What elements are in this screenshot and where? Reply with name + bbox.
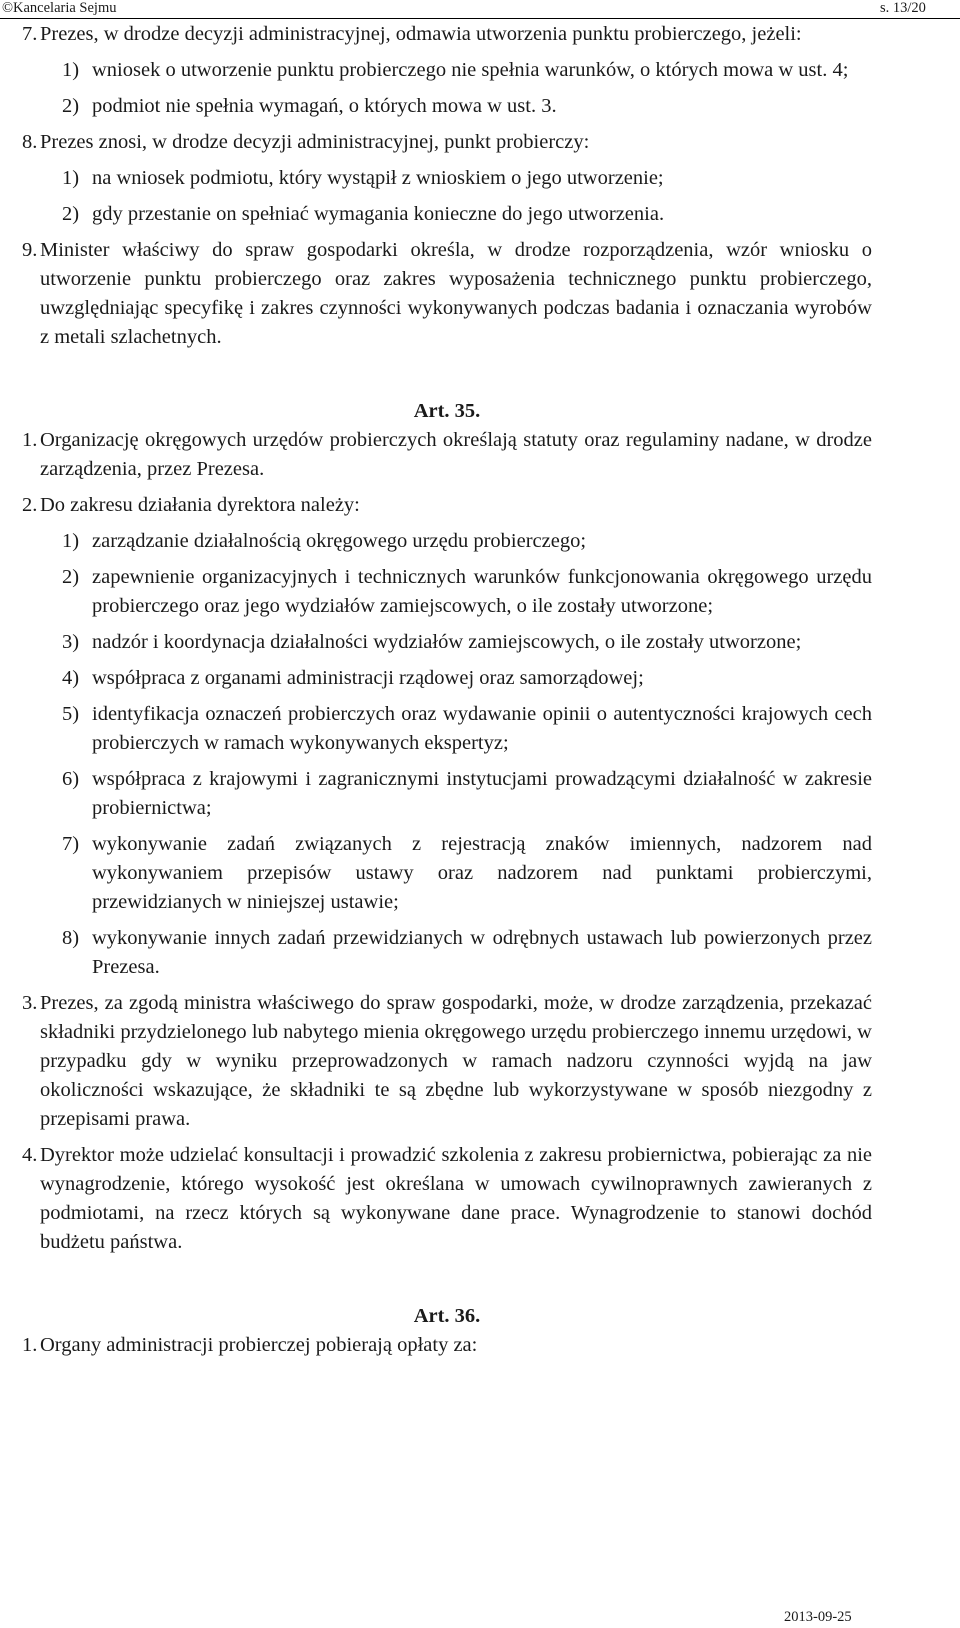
list-item: [22, 164, 872, 193]
list-item: [22, 628, 872, 657]
list-item: [22, 664, 872, 693]
list-item: [22, 527, 872, 556]
paragraph-label: 3.: [22, 992, 38, 1014]
item-label: 8): [62, 927, 80, 949]
item-text: współpraca z krajowymi i zagranicznymi instytucjami prowadzącymi działalność w zakresie probiernictwa;: [92, 768, 872, 819]
item-label: 5): [62, 703, 80, 725]
paragraph-label: 7.: [22, 23, 38, 45]
item-label: 2): [62, 203, 80, 225]
item-text: wykonywanie zadań związanych z rejestracją znaków imiennych, nadzorem nad wykonywaniem przepisów ustawy oraz nadzorem nad punktami probierczymi, przewidzianych w niniejszej ustawie;: [92, 833, 872, 913]
paragraph-text: Prezes, za zgodą ministra właściwego do spraw gospodarki, może, w drodze zarządzenia, przekazać składniki przydzielonego lub nabytego mienia okręgowego urzędu probierczego innemu urzędowi, w przypadku gdy w wyniku przeprowadzonych w ramach nadzoru czynności wyjdą na jaw okoliczności wskazujące, że składniki te są zbędne lub wykorzystywane w sposób niezgodny z przepisami prawa.: [40, 992, 872, 1130]
item-label: 4): [62, 667, 80, 689]
paragraph-text: Prezes, w drodze decyzji administracyjnej, odmawia utworzenia punktu probierczego, jeżeli:: [40, 23, 802, 45]
paragraph-text: Dyrektor może udzielać konsultacji i prowadzić szkolenia z zakresu probiernictwa, pobierając za nie wynagrodzenie, którego wysokość jest określana w umowach cywilnoprawnych zawieranych z podmiotami, na rzecz których są wykonywane dane prace. Wynagrodzenie to stanowi dochód budżetu państwa.: [40, 1144, 872, 1253]
item-label: 1): [62, 530, 80, 552]
paragraph-label: 4.: [22, 1144, 38, 1166]
list-item: [22, 200, 872, 229]
paragraph-9: [22, 236, 872, 352]
paragraph-label: 1.: [22, 1334, 38, 1356]
paragraph-4: [22, 1141, 872, 1257]
item-text: gdy przestanie on spełniać wymagania konieczne do jego utworzenia.: [92, 203, 665, 225]
item-label: 6): [62, 768, 80, 790]
item-label: 3): [62, 631, 80, 653]
footer-date: 2013-09-25: [784, 1609, 852, 1625]
paragraph-label: 8.: [22, 131, 38, 153]
item-text: zapewnienie organizacyjnych i technicznych warunków funkcjonowania okręgowego urzędu probierczego oraz jego wydziałów zamiejscowych, o ile zostały utworzone;: [92, 566, 872, 617]
item-label: 2): [62, 95, 80, 117]
header-rule: [0, 18, 960, 19]
article-title: Art. 36.: [413, 1305, 481, 1327]
list-item: [22, 92, 872, 121]
item-label: 2): [62, 566, 80, 588]
item-text: wykonywanie innych zadań przewidzianych w odrębnych ustawach lub powierzonych przez Prezesa.: [92, 927, 872, 978]
paragraph-label: 1.: [22, 429, 38, 451]
item-text: na wniosek podmiotu, który wystąpił z wnioskiem o jego utworzenie;: [92, 167, 664, 189]
item-text: zarządzanie działalnością okręgowego urzędu probierczego;: [92, 530, 587, 552]
list-item: [22, 765, 872, 823]
header-publisher: ©Kancelaria Sejmu: [2, 0, 117, 16]
header-page-number: s. 13/20: [880, 0, 926, 16]
list-item: [22, 700, 872, 758]
item-text: podmiot nie spełnia wymagań, o których mowa w ust. 3.: [92, 95, 557, 117]
document-body: [22, 20, 872, 1360]
item-label: 7): [62, 833, 80, 855]
paragraph-text: Organizację okręgowych urzędów probierczych określają statuty oraz regulaminy nadane, w drodze zarządzenia, przez Prezesa.: [40, 429, 872, 480]
paragraph-1: [22, 426, 872, 484]
list-item: [22, 924, 872, 982]
paragraph-label: 2.: [22, 494, 38, 516]
paragraph-text: Minister właściwy do spraw gospodarki określa, w drodze rozporządzenia, wzór wniosku o utworzenie punktu probierczego oraz zakres wyposażenia technicznego punktu probierczego, uwzględniając specyfikę i zakres czynności wykonywanych podczas badania i oznaczania wyrobów z metali szlachetnych.: [40, 239, 872, 348]
item-label: 1): [62, 59, 80, 81]
paragraph-label: 9.: [22, 239, 38, 261]
paragraph-3: [22, 989, 872, 1134]
article-title: Art. 35.: [413, 400, 481, 422]
item-text: wniosek o utworzenie punktu probierczego nie spełnia warunków, o których mowa w ust. 4;: [92, 59, 849, 81]
paragraph-text: Prezes znosi, w drodze decyzji administracyjnej, punkt probierczy:: [40, 131, 590, 153]
item-text: współpraca z organami administracji rządowej oraz samorządowej;: [92, 667, 644, 689]
list-item: [22, 56, 872, 85]
paragraph-2: [22, 491, 872, 520]
item-label: 1): [62, 167, 80, 189]
paragraph-8: [22, 128, 872, 157]
item-text: nadzór i koordynacja działalności wydziałów zamiejscowych, o ile zostały utworzone;: [92, 631, 802, 653]
list-item: [22, 563, 872, 621]
list-item: [22, 830, 872, 917]
item-text: identyfikacja oznaczeń probierczych oraz wydawanie opinii o autentyczności krajowych cech probierczych w ramach wykonywanych ekspertyz;: [92, 703, 872, 754]
paragraph-1: [22, 1331, 872, 1360]
paragraph-text: Do zakresu działania dyrektora należy:: [40, 494, 360, 516]
paragraph-7: [22, 20, 872, 49]
paragraph-text: Organy administracji probierczej pobierają opłaty za:: [40, 1334, 478, 1356]
